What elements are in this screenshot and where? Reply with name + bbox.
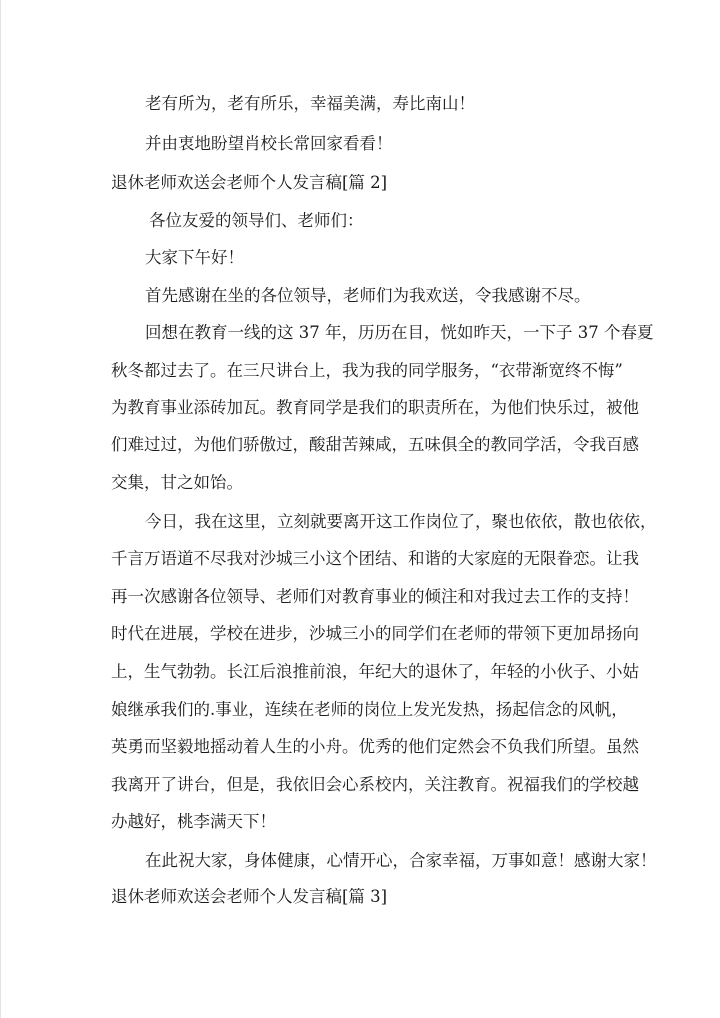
closing-line: 在此祝大家，身体健康，心情开心，合家幸福，万事如意！感谢大家！	[145, 851, 657, 870]
paragraph-line: 娘继承我们的.事业，连续在老师的岗位上发光发热，扬起信念的风帆，	[111, 700, 628, 719]
text-line: 老有所为，老有所乐，幸福美满，寿比南山！	[145, 94, 475, 113]
paragraph-line: 英勇而坚毅地摇动着人生的小舟。优秀的他们定然会不负我们所望。虽然	[111, 737, 639, 756]
paragraph-line: 秋冬都过去了。在三尺讲台上，我为我的同学服务，“衣带渐宽终不悔”	[111, 361, 623, 380]
text-line: 并由衷地盼望肖校长常回家看看！	[145, 134, 393, 153]
paragraph-line: 我离开了讲台，但是，我依旧会心系校内，关注教育。祝福我们的学校越	[111, 775, 639, 794]
section-heading: 退休老师欢送会老师个人发言稿[篇 3]	[111, 887, 388, 906]
document-body	[1, 0, 720, 1018]
paragraph-line: 回想在教育一线的这 37 年，历历在目，恍如昨天，一下子 37 个春夏	[145, 323, 654, 342]
text-line: 首先感谢在坐的各位领导，老师们为我欢送，令我感谢不尽。	[145, 286, 591, 305]
paragraph-line: 为教育事业添砖加瓦。教育同学是我们的职责所在，为他们快乐过，被他	[111, 398, 639, 417]
paragraph-line: 交集，甘之如饴。	[111, 473, 243, 492]
paragraph-line: 千言万语道不尽我对沙城三小这个团结、和谐的大家庭的无限眷恋。让我	[111, 549, 639, 568]
paragraph-line: 上，生气勃勃。长江后浪推前浪，年纪大的退休了，年轻的小伙子、小姑	[111, 662, 639, 681]
paragraph-line: 时代在进展，学校在进步，沙城三小的同学们在老师的带领下更加昂扬向	[111, 624, 639, 643]
paragraph-line: 今日，我在这里，立刻就要离开这工作岗位了，聚也依依，散也依依，	[145, 512, 657, 531]
salutation: 各位友爱的领导们、老师们：	[149, 211, 364, 230]
section-heading: 退休老师欢送会老师个人发言稿[篇 2]	[111, 173, 388, 192]
paragraph-line: 再一次感谢各位领导、老师们对教育事业的倾注和对我过去工作的支持！	[111, 587, 639, 606]
paragraph-line: 办越好，桃李满天下！	[111, 812, 276, 831]
paragraph-line: 们难过过，为他们骄傲过，酸甜苦辣咸，五味俱全的教同学活，令我百感	[111, 435, 639, 454]
greeting: 大家下午好！	[145, 248, 244, 267]
